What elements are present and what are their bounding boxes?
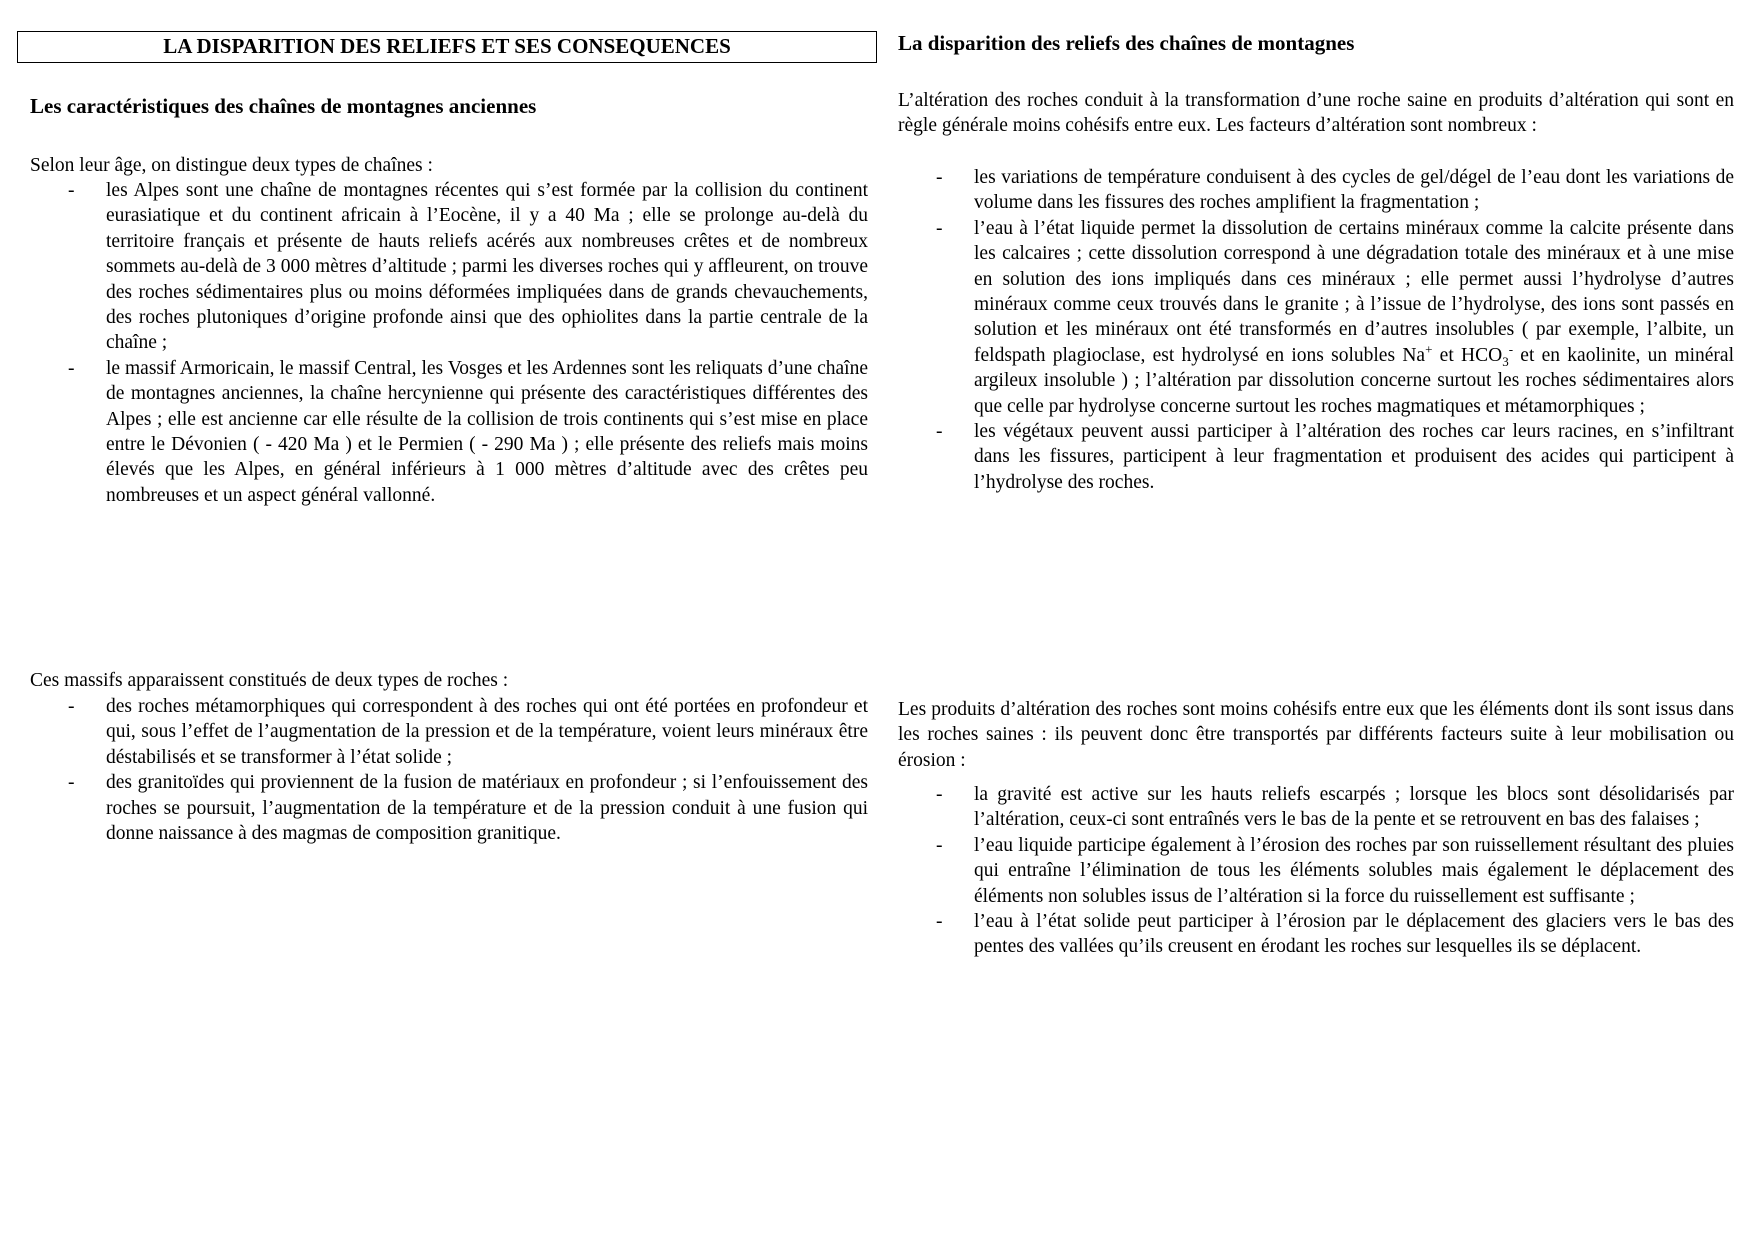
list-item-text: des roches métamorphiques qui correspondent à des roches qui ont été portées en profondeur et qui, sous l’effet de l’augmentation de la pression et de la température, voient leurs minéraux être déstabilisés et se transformer à l’état solide ; — [106, 696, 868, 768]
list-item-text: les variations de température conduisent à des cycles de gel/dégel de l’eau dont les variations de volume dans les fissures des roches amplifient la fragmentation ; — [974, 167, 1734, 214]
list-item-text: la gravité est active sur les hauts reliefs escarpés ; lorsque les blocs sont désolidarisés par l’altération, ceux-ci sont entraînés vers le bas de la pente et se retrouvent en bas des falaises ; — [974, 784, 1734, 831]
bullet-dash: - — [68, 772, 75, 794]
bullet-dash: - — [936, 911, 943, 933]
bullet-dash: - — [68, 696, 75, 717]
right-intro-1: L’altération des roches conduit à la transformation d’une roche saine en produits d’altération qui sont en règle générale moins cohésifs entre eux. Les facteurs d’altération sont nombreux : — [898, 90, 1734, 137]
bullet-dash: - — [68, 180, 75, 201]
left-section-heading: Les caractéristiques des chaînes de montagnes anciennes — [30, 94, 537, 118]
subscript-3: 3 — [1502, 353, 1509, 369]
bullet-dash: - — [936, 784, 943, 805]
bullet-dash: - — [936, 167, 943, 188]
bullet-dash: - — [936, 834, 943, 856]
list-item-text: des granitoïdes qui proviennent de la fusion de matériaux en profondeur ; si l’enfouissement des roches se poursuit, l’augmentation de la température et de la pression conduit à une fusion qui donne naissance à des magmas de composition granitique. — [106, 772, 868, 845]
list-item — [30, 694, 868, 770]
list-item — [30, 178, 868, 356]
document-title: LA DISPARITION DES RELIEFS ET SES CONSEQUENCES — [17, 31, 877, 63]
list-item-text: les végétaux peuvent aussi participer à l’altération des roches car leurs racines, en s’infiltrant dans les fissures, participent à leur fragmentation et produisent des acides qui participent à l’hydrolyse des roches. — [974, 421, 1734, 493]
list-item — [898, 216, 1734, 419]
list-item — [898, 909, 1734, 960]
list-item — [898, 165, 1734, 216]
list-item — [898, 782, 1734, 833]
list-item-text: les Alpes sont une chaîne de montagnes récentes qui s’est formée par la collision du continent eurasiatique et du continent africain à l’Eocène, il y a 40 Ma ; elle se prolonge au-delà du territoire français et présente de hauts reliefs acérés aux nombreuses crêtes et de nombreux sommets au-delà de 3 000 mètres d’altitude ; parmi les diverses roches qui y affleurent, on trouve des roches sédimentaires plus ou moins déformées impliquées dans de grands chevauchements, des roches plutoniques d’origine profonde ainsi que des ophiolites dans la partie centrale de la chaîne ; — [106, 180, 868, 354]
superscript-minus: - — [1508, 341, 1514, 357]
left-list-2 — [30, 694, 868, 846]
list-item — [30, 770, 868, 846]
left-intro-1: Selon leur âge, on distingue deux types de chaînes : — [30, 155, 433, 176]
list-item-text — [974, 218, 1734, 417]
text-segment: l’eau à l’état liquide permet la dissolution de certains minéraux comme la calcite présente dans les calcaires ; cette dissolution correspond à une dégradation totale des minéraux et à une mise en solution des ions impliqués dans ces minéraux ; elle permet aussi l’hydrolyse d’autres minéraux comme ceux trouvés dans le granite ; à l’issue de l’hydrolyse, des ions sont passés en solution et les minéraux ont été transformés en d’autres insolubles ( par exemple, l’albite, un feldspath plagioclase, est hydrolysé en ions solubles Na — [974, 217, 1734, 366]
superscript-plus: + — [1425, 341, 1433, 357]
bullet-dash: - — [68, 357, 75, 379]
list-item-text: le massif Armoricain, le massif Central, les Vosges et les Ardennes sont les reliquats d’une chaîne de montagnes anciennes, la chaîne hercynienne qui présente des caractéristiques différentes des Alpes ; elle est ancienne car elle résulte de la collision de trois continents qui s’est mise en place entre le Dévonien ( - 420 Ma ) et le Permien ( - 290 Ma ) ; elle présente des reliefs mais moins élevés que les Alpes, en général inférieurs à 1 000 mètres d’altitude avec des crêtes peu nombreuses et un aspect général vallonné. — [106, 357, 868, 506]
list-item — [898, 833, 1734, 909]
bullet-dash: - — [936, 217, 943, 239]
bullet-dash: - — [936, 421, 943, 443]
left-intro-2: Ces massifs apparaissent constitués de deux types de roches : — [30, 670, 509, 691]
list-item — [898, 419, 1734, 495]
right-list-1 — [898, 165, 1734, 495]
list-item-text: l’eau à l’état solide peut participer à l’érosion par le déplacement des glaciers vers le bas des pentes des vallées qu’ils creusent en érodant les roches sur lesquelles ils se déplacent. — [974, 911, 1734, 958]
list-item-text: l’eau liquide participe également à l’érosion des roches par son ruissellement résultant des pluies qui entraîne l’élimination de tous les éléments solubles mais également le déplacement des éléments non solubles issus de l’altération si la force du ruissellement est suffisante ; — [974, 834, 1734, 907]
right-intro-2: Les produits d’altération des roches sont moins cohésifs entre eux que les éléments dont ils sont issus dans les roches saines : ils peuvent donc être transportés par différents facteurs suite à leur mobilisation ou érosion : — [898, 699, 1734, 771]
left-list-1 — [30, 178, 868, 508]
right-list-2 — [898, 782, 1734, 960]
list-item — [30, 356, 868, 508]
text-segment: et HCO — [1432, 344, 1503, 366]
right-section-heading: La disparition des reliefs des chaînes de montagnes — [898, 31, 1355, 55]
text-segment: et en kaolinite, un minéral argileux insoluble ) ; l’altération par dissolution concerne surtout les roches sédimentaires alors que celle par hydrolyse concerne surtout les roches magmatiques et métamorphiques ; — [974, 344, 1734, 417]
